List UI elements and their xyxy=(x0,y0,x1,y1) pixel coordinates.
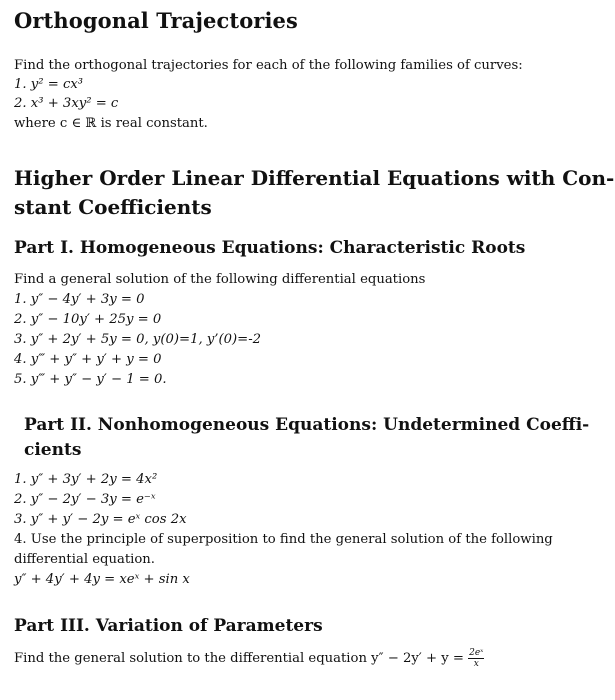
part3-text: Find the general solution to the differential equation y″ − 2y′ + y = xyxy=(14,651,464,666)
part2-title-line1: Part II. Nonhomogeneous Equations: Undetermined Coeffi- xyxy=(24,415,590,435)
section1-note: where c ∈ ℝ is real constant. xyxy=(14,116,208,131)
part1-item-5: 5. y‴ + y″ − y′ − 1 = 0. xyxy=(14,372,167,387)
section1-item-2: 2. x³ + 3xy² = c xyxy=(14,96,119,111)
part1-item-3: 3. y″ + 2y′ + 5y = 0, y(0)=1, y’(0)=-2 xyxy=(14,332,262,347)
part1-item-4: 4. y‴ + y″ + y′ + y = 0 xyxy=(14,352,162,367)
part3-fraction-denominator: x xyxy=(473,659,479,669)
section1-item-1: 1. y² = cx³ xyxy=(14,77,84,92)
part3-text-line xyxy=(14,648,484,669)
section2-title-line2: stant Coefficients xyxy=(14,195,212,219)
part2-item-2: 2. y″ − 2y′ − 3y = e⁻ˣ xyxy=(14,492,156,507)
part1-intro: Find a general solution of the following differential equations xyxy=(14,272,426,287)
part2-item-4-line2: differential equation. xyxy=(14,552,155,567)
part2-item-1: 1. y″ + 3y′ + 2y = 4x² xyxy=(14,472,158,487)
section1-intro: Find the orthogonal trajectories for each of the following families of curves: xyxy=(14,58,523,73)
part3-fraction-numerator: 2eˣ xyxy=(469,648,484,658)
part1-title: Part I. Homogeneous Equations: Characteristic Roots xyxy=(14,238,526,258)
part2-item-4-line1: 4. Use the principle of superposition to find the general solution of the following xyxy=(14,532,553,547)
part3-fraction xyxy=(468,648,484,669)
part1-item-1: 1. y″ − 4y′ + 3y = 0 xyxy=(14,292,145,307)
part2-item-3: 3. y″ + y′ − 2y = eˣ cos 2x xyxy=(14,512,187,527)
part1-item-2: 2. y″ − 10y′ + 25y = 0 xyxy=(14,312,162,327)
section2-title-line1: Higher Order Linear Differential Equations with Con- xyxy=(14,166,615,190)
section-title-orthogonal-trajectories: Orthogonal Trajectories xyxy=(14,8,298,33)
part3-title: Part III. Variation of Parameters xyxy=(14,616,323,636)
part2-item-4-equation: y″ + 4y′ + 4y = xeˣ + sin x xyxy=(14,572,190,587)
part2-title-line2: cients xyxy=(24,440,82,460)
